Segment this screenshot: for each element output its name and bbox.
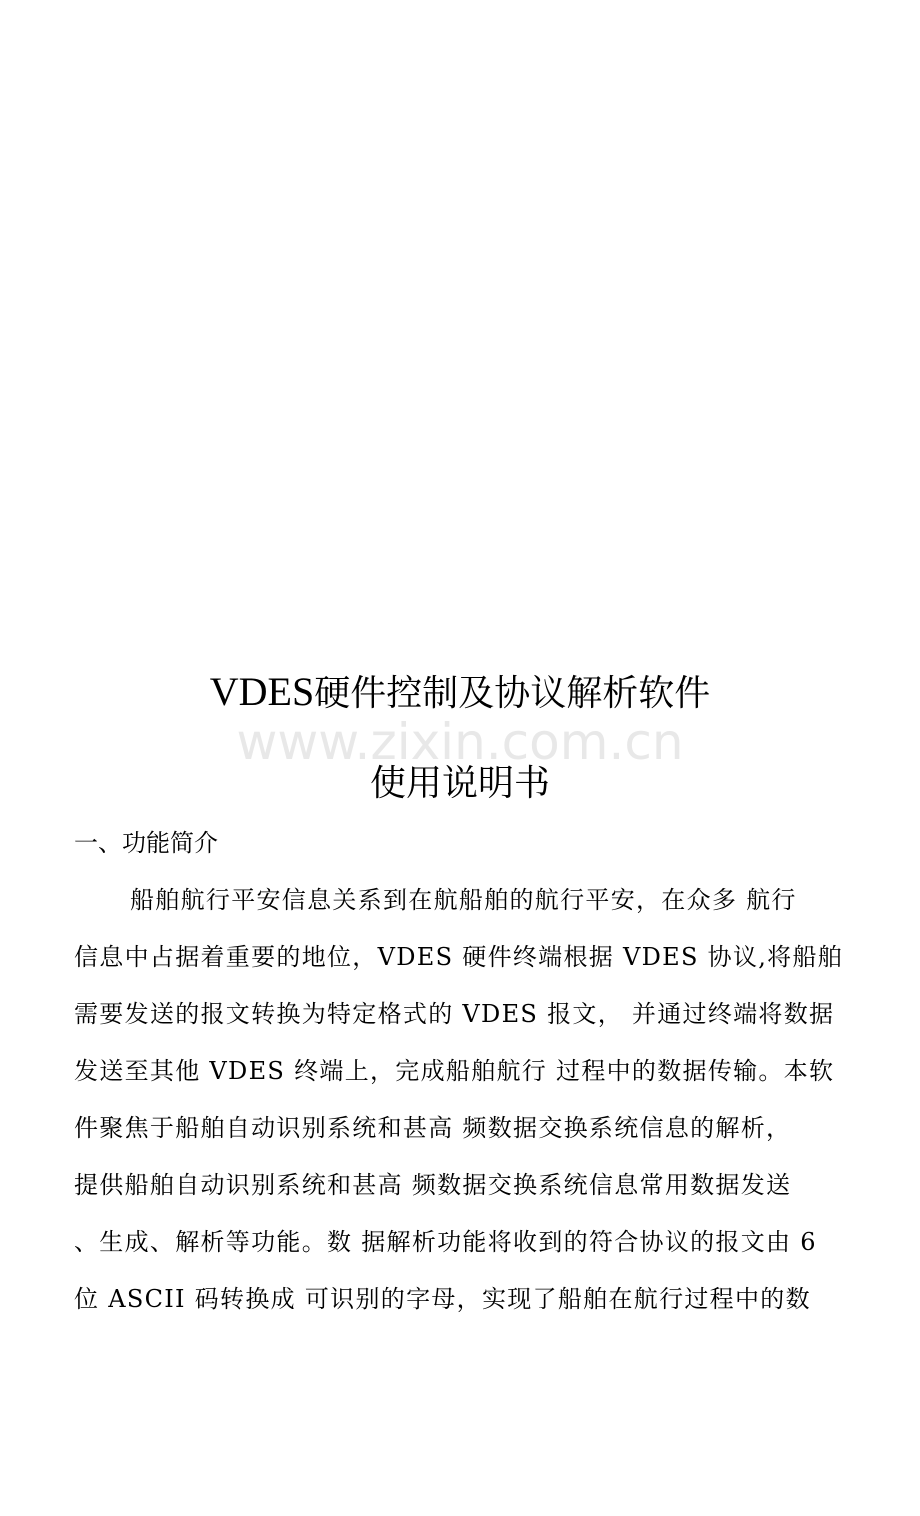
watermark: www.zixin.com.cn <box>236 713 684 771</box>
document-title-line2: 使用说明书 <box>369 763 550 804</box>
paragraph-line: 提供船舶自动识别系统和甚高 频数据交换系统信息常用数据发送 <box>74 1171 792 1199</box>
paragraph-line: 船舶航行平安信息关系到在航船舶的航行平安，在众多 航行 <box>130 886 797 914</box>
paragraph-line: 件聚焦于船舶自动识别系统和甚高 频数据交换系统信息的解析， <box>74 1114 792 1142</box>
paragraph-line: 、生成、解析等功能。数 据解析功能将收到的符合协议的报文由 6 <box>74 1228 817 1256</box>
section-paragraph <box>74 880 854 1336</box>
document-title-line1 <box>0 670 920 716</box>
title-latin: VDES <box>209 669 315 714</box>
paragraph-line: 需要发送的报文转换为特定格式的 VDES 报文， 并通过终端将数据 <box>74 1000 835 1028</box>
title-chinese: 硬件控制及协议解析软件 <box>314 673 711 714</box>
paragraph-line: 发送至其他 VDES 终端上，完成船舶航行 过程中的数据传输。本软 <box>74 1057 835 1085</box>
paragraph-line: 信息中占据着重要的地位，VDES 硬件终端根据 VDES 协议,将船舶 <box>74 943 844 971</box>
section-heading: 一、功能简介 <box>74 829 218 857</box>
paragraph-line: 位 ASCII 码转换成 可识别的字母，实现了船舶在航行过程中的数 <box>74 1285 811 1313</box>
